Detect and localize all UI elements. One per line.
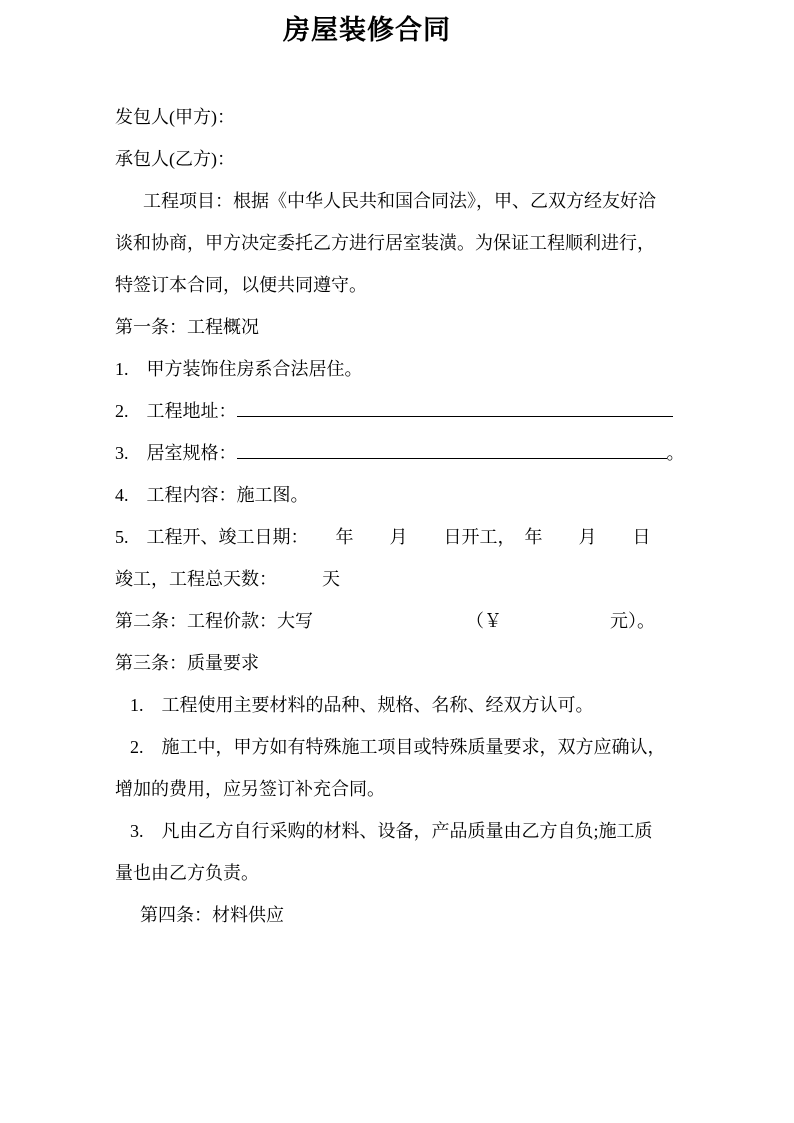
- text-run: 1. 工程使用主要材料的品种、规格、名称、经双方认可。: [130, 695, 594, 715]
- article-1-item-5: [115, 525, 651, 549]
- article-3-item-2-cont: [115, 777, 385, 801]
- text-run: 竣工，工程总天数： 天: [115, 569, 340, 589]
- article-2-heading: [115, 609, 655, 633]
- article-3-heading: [115, 651, 259, 675]
- text-run: 谈和协商，甲方决定委托乙方进行居室装潢。为保证工程顺利进行，: [115, 233, 655, 253]
- text-run: 特签订本合同，以便共同遵守。: [115, 275, 367, 295]
- article-1-item-1: [115, 357, 363, 381]
- text-run: 增加的费用，应另签订补充合同。: [115, 779, 385, 799]
- text-run: 2. 工程地址：: [115, 401, 237, 421]
- article-1-item-4: [115, 483, 309, 507]
- text-run: 第四条：材料供应: [140, 905, 284, 925]
- project-intro-line-3: [115, 273, 367, 297]
- article-3-item-3-cont: [115, 861, 259, 885]
- article-4-heading: [140, 903, 284, 927]
- text-run: 第三条：质量要求: [115, 653, 259, 673]
- document-title: 房屋装修合同: [283, 15, 451, 45]
- party-a-line: [115, 105, 235, 129]
- article-3-item-1: [130, 693, 594, 717]
- text-run: 承包人(乙方)：: [115, 149, 235, 169]
- text-run: 工程项目：根据《中华人民共和国合同法》，甲、乙双方经友好洽: [143, 191, 656, 211]
- text-run: 4. 工程内容：施工图。: [115, 485, 309, 505]
- text-run: 。: [666, 443, 685, 463]
- article-3-item-3: [130, 819, 653, 843]
- text-run: 第二条：工程价款：大写 （￥ 元）。: [115, 611, 655, 631]
- text-run: 5. 工程开、竣工日期： 年 月 日开工， 年 月 日: [115, 527, 651, 547]
- fill-in-blank-line: [237, 456, 667, 459]
- fill-in-blank-line: [237, 414, 673, 417]
- text-run: 3. 居室规格：: [115, 443, 237, 463]
- article-3-item-2: [130, 735, 666, 759]
- text-run: 发包人(甲方)：: [115, 107, 235, 127]
- article-1-item-2: [115, 399, 673, 423]
- text-run: 2. 施工中，甲方如有特殊施工项目或特殊质量要求，双方应确认，: [130, 737, 666, 757]
- text-run: 量也由乙方负责。: [115, 863, 259, 883]
- text-run: 3. 凡由乙方自行采购的材料、设备，产品质量由乙方自负;施工质: [130, 821, 653, 841]
- text-run: 1. 甲方装饰住房系合法居住。: [115, 359, 363, 379]
- text-run: 第一条：工程概况: [115, 317, 259, 337]
- article-1-item-5-cont: [115, 567, 340, 591]
- project-intro-line-2: [115, 231, 655, 255]
- party-b-line: [115, 147, 235, 171]
- article-1-item-3: [115, 441, 685, 465]
- project-intro-line-1: [143, 189, 656, 213]
- article-1-heading: [115, 315, 259, 339]
